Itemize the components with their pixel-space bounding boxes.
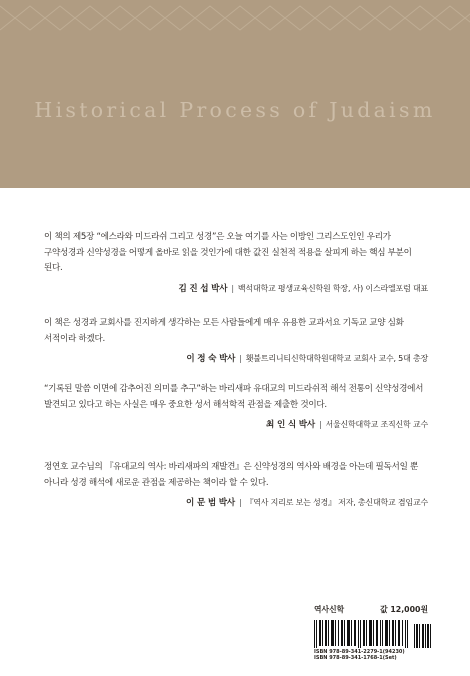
price-label: 값 12,000원	[380, 605, 428, 614]
endorsement-2	[44, 316, 428, 364]
decorative-pattern	[0, 0, 470, 36]
separator: |	[231, 283, 234, 293]
endorsement-signature	[44, 352, 428, 364]
endorsement-signature	[44, 282, 428, 294]
isbn-line-2: ISBN 978-89-341-1768-1(Set)	[314, 655, 397, 661]
addon-barcode-icon	[414, 624, 432, 648]
separator: |	[238, 498, 242, 507]
series-title: Historical Process of Judaism	[34, 98, 436, 122]
separator: |	[239, 354, 242, 363]
endorsement-3	[44, 382, 428, 430]
endorsement-1	[44, 230, 428, 294]
endorser-name: 최 인 식 박사	[266, 420, 315, 430]
category-label: 역사신학	[314, 605, 345, 614]
barcode-area	[314, 620, 434, 662]
book-meta	[314, 604, 428, 618]
separator: |	[318, 420, 322, 429]
endorsement-text: “기록된 말씀 이면에 감추어진 의미를 추구”하는 바리새파 유대교의 미드라쉬적 해석 전통이 신약성경에서 발견되고 있다고 하는 사실은 매우 중요한 성서 해석학적 관점을 제출한 것이다.	[44, 384, 424, 410]
endorser-name: 이 문 범 박사	[186, 498, 235, 508]
endorser-affiliation: 횃불트리니티신학대학원대학교 교회사 교수, 5대 총장	[245, 354, 428, 363]
endorsement-signature	[44, 496, 428, 508]
endorser-name: 김 진 섭 박사	[178, 283, 228, 294]
cover-band	[0, 0, 470, 188]
endorser-affiliation: 『역사 지리로 보는 성경』 저자, 총신대학교 겸임교수	[245, 498, 428, 507]
isbn-barcode-icon	[314, 620, 410, 648]
endorsement-4	[44, 460, 428, 508]
endorser-name: 이 정 숙 박사	[186, 354, 236, 364]
endorsement-text: 정연호 교수님의 『유대교의 역사: 바리새파의 재발견』은 신약성경의 역사와 배경을 아는데 필독서일 뿐 아니라 성경 해석에 새로운 관점을 제공하는 책이라 할 수 있다.	[44, 462, 418, 488]
isbn-line-1: ISBN 978-89-341-2279-1(94230)	[314, 649, 405, 655]
endorser-affiliation: 백석대학교 평생교육신학원 학장, 사) 이스라엘포럼 대표	[237, 283, 428, 293]
endorser-affiliation: 서울신학대학교 조직신학 교수	[325, 420, 428, 429]
endorsement-text: 이 책의 제5장 “에스라와 미드라쉬 그리고 성경”은 오늘 여기를 사는 이방인 그리스도인인 우리가 구약성경과 신약성경을 어떻게 올바로 읽을 것인가에 대한 값진 실천적 적용을 살피게 하는 핵심 부분이 된다.	[44, 232, 412, 273]
endorsement-signature	[44, 418, 428, 430]
endorsement-text: 이 책은 성경과 교회사를 진지하게 생각하는 모든 사람들에게 매우 유용한 교과서요 기독교 교양 심화 서적이라 하겠다.	[44, 318, 404, 344]
